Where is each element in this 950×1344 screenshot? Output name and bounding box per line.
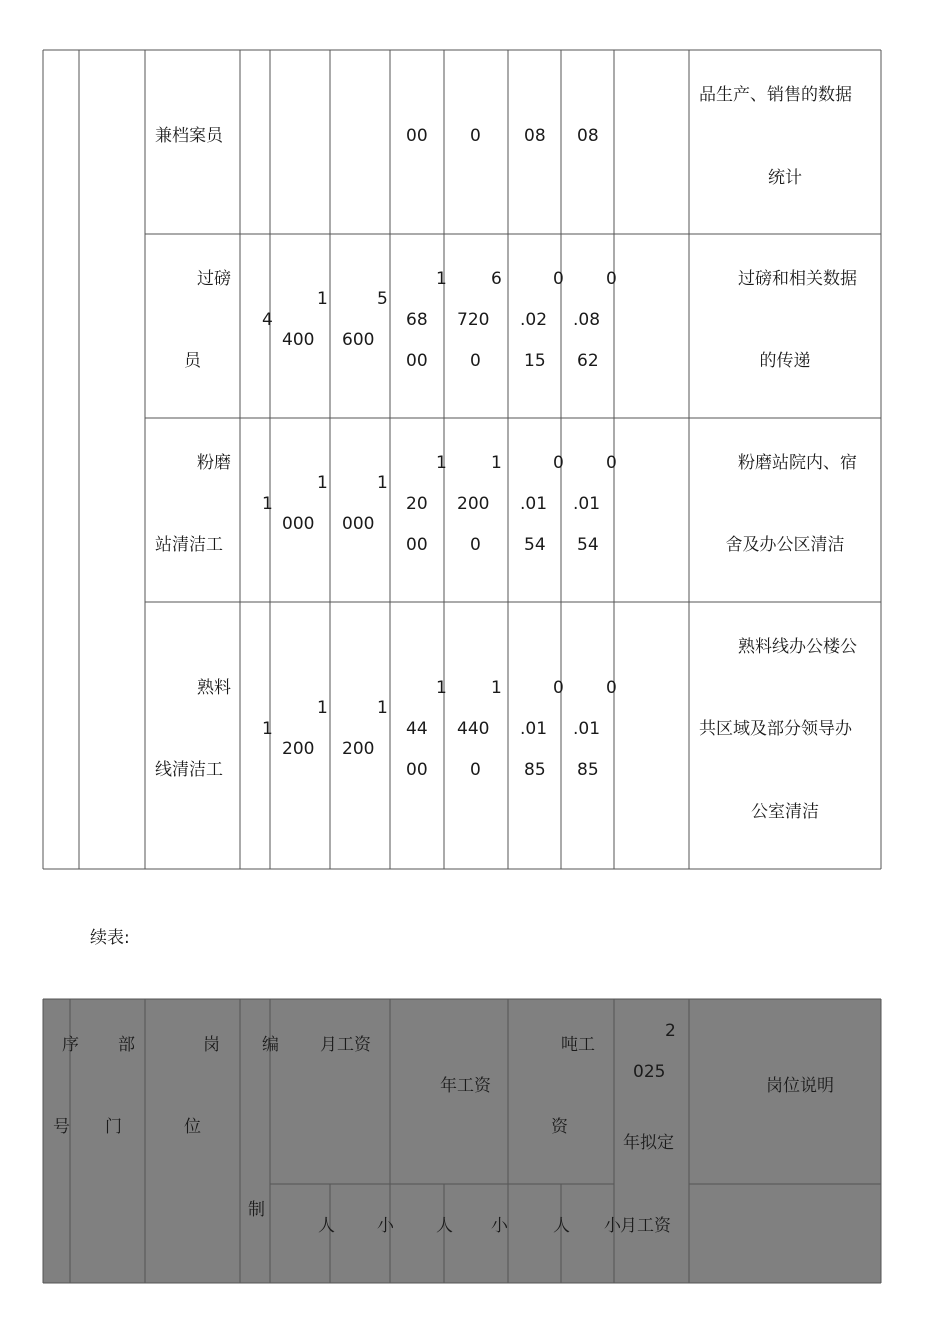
description-line: 熟料线办公楼公 <box>738 637 857 657</box>
ton-subtotal-cell: 08 <box>577 126 599 146</box>
header-monthly-wage: 月工资 <box>320 1035 371 1055</box>
ton-person-cell: 08 <box>524 126 546 146</box>
annual-subtotal-cell: 0 <box>470 351 481 371</box>
annual-subtotal-cell: 1 <box>491 453 502 473</box>
header-dept: 门 <box>105 1117 122 1137</box>
ton-subtotal-cell: .01 <box>573 719 601 739</box>
count-cell: 4 <box>262 310 273 330</box>
ton-subtotal-cell: .01 <box>573 494 601 514</box>
monthly-subtotal-cell: 5 <box>377 289 388 309</box>
ton-subtotal-cell: 62 <box>577 351 599 371</box>
annual-subtotal-cell: 0 <box>470 760 481 780</box>
position-cell: 线清洁工 <box>155 760 223 780</box>
header-annual-wage: 年工资 <box>440 1076 491 1096</box>
header-sub-subtotal: 小 <box>491 1216 508 1236</box>
ton-person-cell: 85 <box>524 760 546 780</box>
ton-subtotal-cell: 0 <box>606 269 617 289</box>
description-line: 的传递 <box>759 351 811 371</box>
header-seq: 序 <box>62 1035 79 1055</box>
ton-person-cell: 0 <box>553 269 564 289</box>
count-cell: 1 <box>262 719 273 739</box>
annual-subtotal-cell: 6 <box>491 269 502 289</box>
ton-subtotal-cell: 85 <box>577 760 599 780</box>
annual-person-cell: 00 <box>406 535 428 555</box>
header-description: 岗位说明 <box>766 1076 834 1096</box>
annual-subtotal-cell: 0 <box>470 126 481 146</box>
header-planned-2025: 025 <box>633 1062 666 1082</box>
header-ton-wage: 吨工 <box>561 1035 595 1055</box>
annual-person-cell: 00 <box>406 126 428 146</box>
annual-subtotal-cell: 1 <box>491 678 502 698</box>
position-cell: 粉磨 <box>197 453 231 473</box>
count-cell: 1 <box>262 494 273 514</box>
monthly-person-cell: 200 <box>282 739 315 759</box>
annual-person-cell: 44 <box>406 719 428 739</box>
monthly-person-cell: 1 <box>317 473 328 493</box>
ton-person-cell: 0 <box>553 678 564 698</box>
ton-subtotal-cell: 0 <box>606 453 617 473</box>
ton-person-cell: .01 <box>520 719 548 739</box>
header-sub-person: 人 <box>318 1216 335 1236</box>
continued-label: 续表: <box>90 928 130 948</box>
annual-person-cell: 00 <box>406 760 428 780</box>
position-cell: 过磅 <box>197 269 231 289</box>
description-line: 共区域及部分领导办 <box>699 719 852 739</box>
header-position: 位 <box>184 1117 201 1137</box>
ton-subtotal-cell: .08 <box>573 310 601 330</box>
position-cell: 熟料 <box>197 678 231 698</box>
monthly-subtotal-cell: 200 <box>342 739 375 759</box>
header-sub-subtotal: 小 <box>604 1216 621 1236</box>
header-planned-2025: 2 <box>665 1021 676 1041</box>
position-cell: 站清洁工 <box>155 535 223 555</box>
header-planned-2025: 年拟定 <box>623 1133 674 1153</box>
annual-subtotal-cell: 720 <box>457 310 490 330</box>
annual-person-cell: 1 <box>436 453 447 473</box>
header-position: 岗 <box>203 1035 220 1055</box>
ton-person-cell: 54 <box>524 535 546 555</box>
ton-person-cell: .02 <box>520 310 548 330</box>
monthly-subtotal-cell: 000 <box>342 514 375 534</box>
ton-person-cell: 0 <box>553 453 564 473</box>
annual-person-cell: 20 <box>406 494 428 514</box>
description-line: 统计 <box>768 168 802 188</box>
monthly-subtotal-cell: 1 <box>377 698 388 718</box>
monthly-subtotal-cell: 600 <box>342 330 375 350</box>
description-line: 舍及办公区清洁 <box>725 535 845 555</box>
description-line: 粉磨站院内、宿 <box>738 453 857 473</box>
ton-subtotal-cell: 54 <box>577 535 599 555</box>
annual-person-cell: 1 <box>436 678 447 698</box>
header-dept: 部 <box>118 1035 135 1055</box>
annual-person-cell: 1 <box>436 269 447 289</box>
ton-subtotal-cell: 0 <box>606 678 617 698</box>
annual-subtotal-cell: 0 <box>470 535 481 555</box>
annual-subtotal-cell: 440 <box>457 719 490 739</box>
annual-person-cell: 00 <box>406 351 428 371</box>
header-staffing: 编 <box>262 1035 279 1055</box>
header-sub-subtotal: 小 <box>377 1216 394 1236</box>
monthly-subtotal-cell: 1 <box>377 473 388 493</box>
ton-person-cell: .01 <box>520 494 548 514</box>
description-line: 过磅和相关数据 <box>738 269 857 289</box>
position-cell: 员 <box>184 351 201 371</box>
ton-person-cell: 15 <box>524 351 546 371</box>
monthly-person-cell: 1 <box>317 289 328 309</box>
annual-person-cell: 68 <box>406 310 428 330</box>
description-line: 品生产、销售的数据 <box>699 85 852 105</box>
monthly-person-cell: 1 <box>317 698 328 718</box>
monthly-person-cell: 000 <box>282 514 315 534</box>
header-sub-person: 人 <box>553 1216 570 1236</box>
header-sub-person: 人 <box>436 1216 453 1236</box>
description-line: 公室清洁 <box>751 802 819 822</box>
header-seq: 号 <box>53 1117 70 1137</box>
annual-subtotal-cell: 200 <box>457 494 490 514</box>
header-staffing: 制 <box>248 1200 265 1220</box>
position-cell: 兼档案员 <box>155 126 223 146</box>
monthly-person-cell: 400 <box>282 330 315 350</box>
header-ton-wage: 资 <box>551 1117 568 1137</box>
header-planned-2025: 月工资 <box>620 1216 671 1236</box>
